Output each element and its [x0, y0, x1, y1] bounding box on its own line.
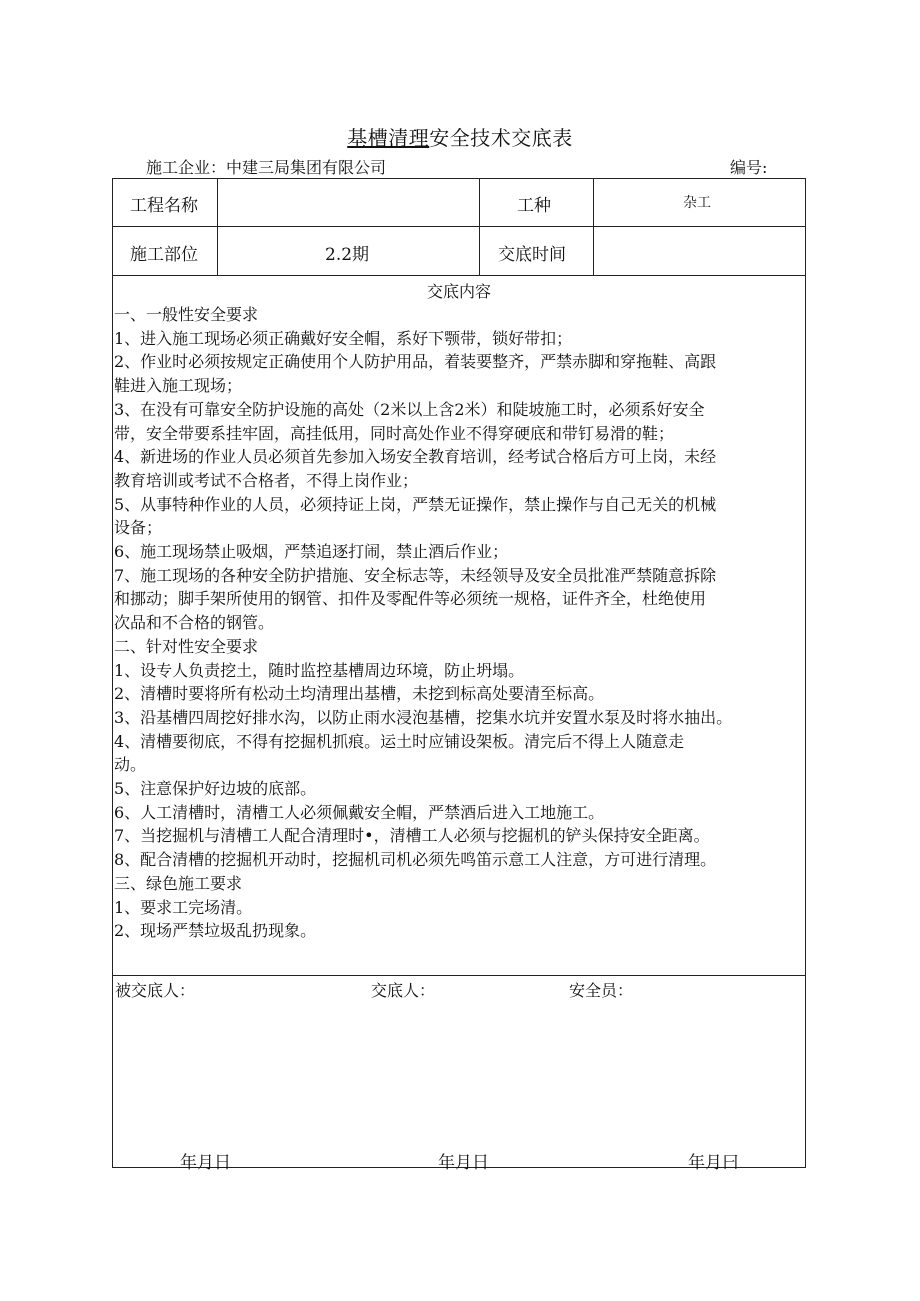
content-line: 3、沿基槽四周挖好排水沟，以防止雨水浸泡基槽，挖集水坑并安置水泵及时将水抽出。 — [114, 707, 733, 727]
content-line: 2、作业时必须按规定正确使用个人防护用品，着装要整齐，严禁赤脚和穿拖鞋、高跟 — [114, 352, 717, 372]
col-divider — [593, 179, 594, 275]
content-line: 6、人工清槽时，清槽工人必须佩戴安全帽，严禁酒后进入工地施工。 — [114, 802, 605, 822]
content-line: 1、设专人负责挖土，随时监控基槽周边环境，防止坍塌。 — [114, 660, 525, 680]
date-presenter: 年月日 — [438, 1153, 489, 1173]
col-divider — [217, 179, 218, 275]
content-line: 4、新进场的作业人员必须首先参加入场安全教育培训，经考试合格后方可上岗，未经 — [114, 447, 717, 467]
row-divider — [113, 975, 805, 976]
title-rest: 安全技术交底表 — [429, 126, 573, 150]
document-title — [0, 122, 920, 151]
content-line: 1、进入施工现场必须正确戴好安全帽，系好下颚带，锁好带扣； — [114, 328, 573, 348]
section-label: 施工部位 — [130, 245, 198, 265]
date-receiver: 年月日 — [180, 1153, 231, 1173]
content-line: 鞋进入施工现场； — [114, 376, 243, 396]
content-line: 1、要求工完场清。 — [114, 897, 253, 917]
col-divider — [479, 179, 480, 275]
content-line: 动。 — [114, 755, 147, 775]
content-line: 2、现场严禁垃圾乱扔现象。 — [114, 921, 317, 941]
content-line: 7、施工现场的各种安全防护措施、安全标志等，未经领导及安全员批准严禁随意拆除 — [114, 565, 717, 585]
content-line: 2、清槽时要将所有松动土均清理出基槽，未挖到标高处要清至标高。 — [114, 684, 605, 704]
title-underlined: 基槽清理 — [347, 126, 430, 150]
content-line: 带，安全带要系挂牢固，高挂低用，同时高处作业不得穿硬底和带钉易滑的鞋； — [114, 423, 675, 443]
date-safety-officer: 年月曰 — [688, 1153, 739, 1173]
safety-officer-label: 安全员： — [569, 981, 634, 1000]
content-line: 3、在没有可靠安全防护设施的高处（2米以上含2米）和陡坡施工时，必须系好安全 — [114, 399, 705, 419]
content-line: 教育培训或考试不合格者，不得上岗作业； — [114, 470, 419, 490]
content-line: 一、一般性安全要求 — [114, 305, 259, 324]
content-line: 4、清槽要彻底，不得有挖掘机抓痕。运土时应铺设架板。清完后不得上人随意走 — [114, 731, 685, 751]
company-label: 施工企业：中建三局集团有限公司 — [146, 158, 387, 177]
content-line: 三、绿色施工要求 — [114, 873, 243, 893]
content-line: 8、配合清槽的挖掘机开动时，挖掘机司机必须先鸣笛示意工人注意，方可进行清理。 — [114, 850, 717, 870]
section-value: 2.2期 — [325, 245, 370, 265]
content-line: 7、当挖掘机与清槽工人配合清理时•，清槽工人必须与挖掘机的铲头保持安全距离。 — [114, 826, 710, 846]
content-heading: 交底内容 — [426, 282, 491, 301]
time-label: 交底时间 — [498, 245, 566, 265]
content-line: 设备； — [114, 518, 163, 538]
content-line: 6、施工现场禁止吸烟，严禁追逐打闹，禁止酒后作业； — [114, 542, 509, 562]
content-line: 和挪动；脚手架所使用的钢管、扣件及零配件等必须统一规格，证件齐全，杜绝使用 — [114, 589, 707, 609]
content-line: 5、注意保护好边坡的底部。 — [114, 779, 317, 799]
content-line: 5、从事特种作业的人员，必须持证上岗，严禁无证操作，禁止操作与自己无关的机械 — [114, 494, 717, 514]
content-line: 次品和不合格的钢管。 — [114, 613, 275, 633]
disclosure-table — [112, 178, 806, 1173]
project-name-label: 工程名称 — [130, 196, 198, 216]
receiver-label: 被交底人： — [115, 981, 196, 1000]
number-label: 编号: — [730, 158, 768, 177]
row-divider — [113, 275, 805, 276]
work-type-value: 杂工 — [683, 195, 711, 211]
content-body — [114, 303, 804, 943]
work-type-label: 工种 — [517, 196, 551, 216]
presenter-label: 交底人： — [371, 981, 436, 1000]
content-line: 二、针对性安全要求 — [114, 636, 259, 656]
